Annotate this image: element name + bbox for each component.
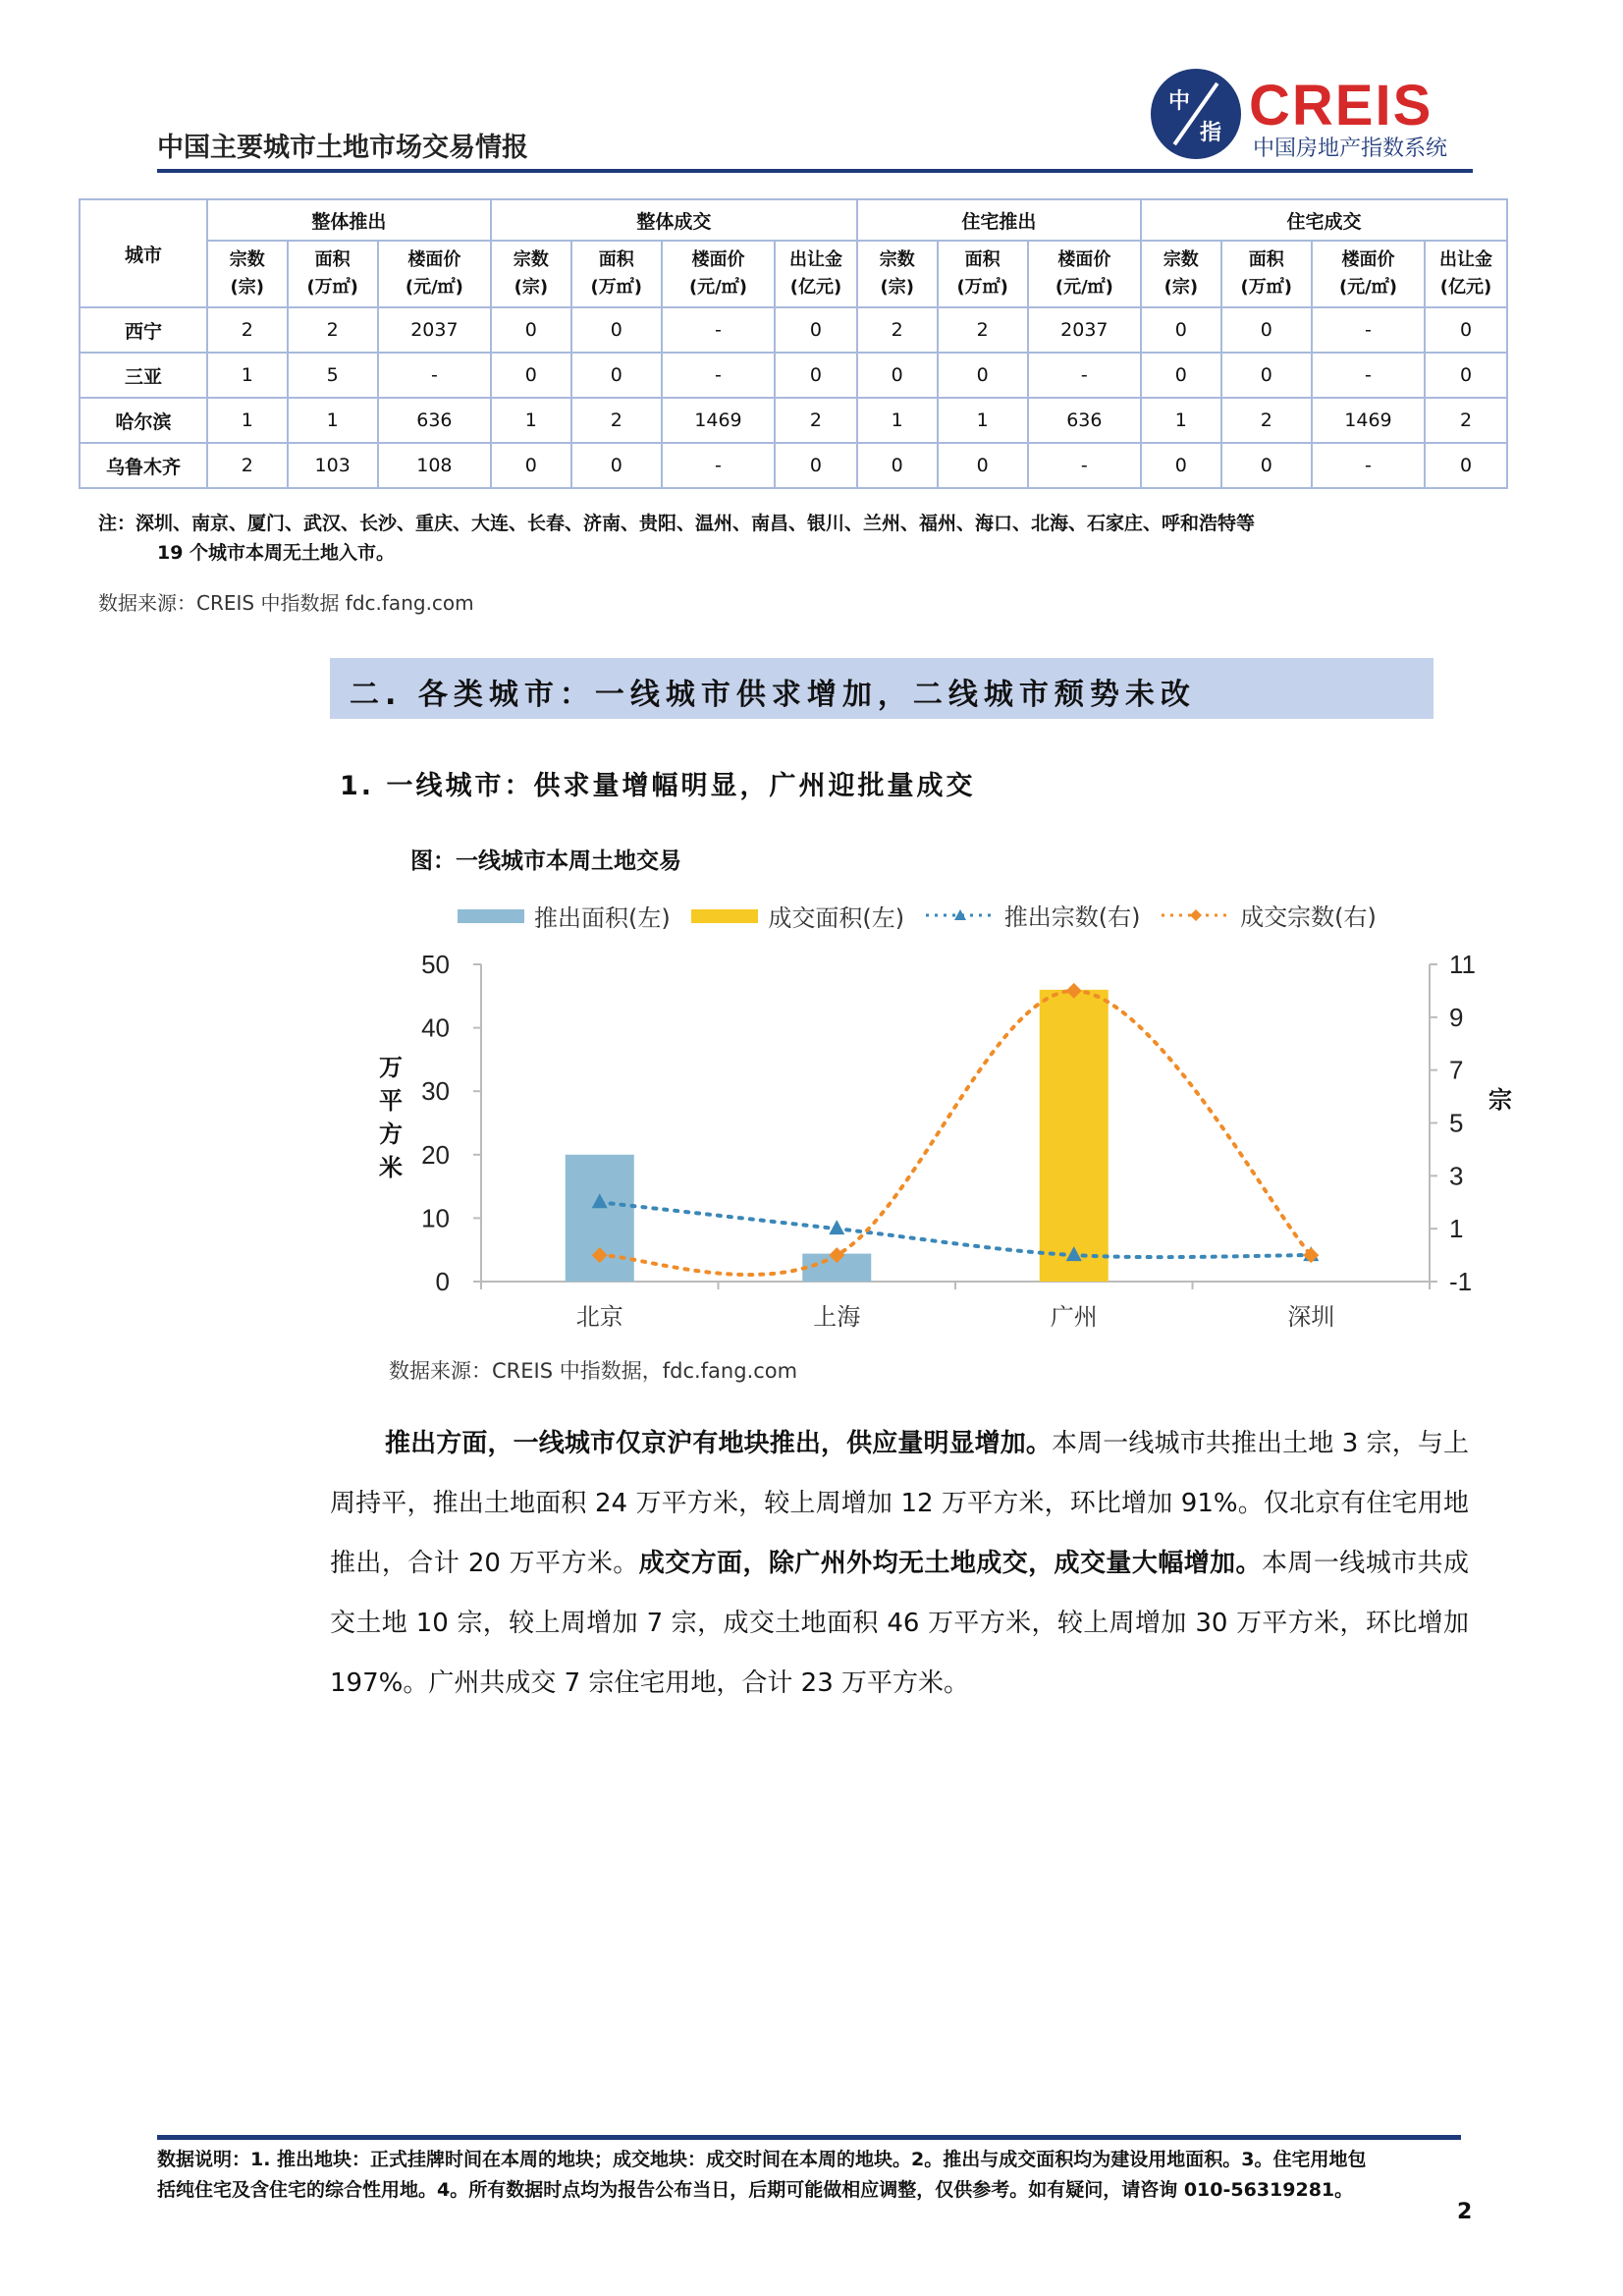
table-cell: - [662, 353, 775, 398]
group-header: 整体成交 [491, 199, 857, 241]
x-tick-label: 北京 [575, 1303, 623, 1331]
body-text-2: 本周一线城市共成交土地 10 宗，较上周增加 7 宗，成交土地面积 46 万平方米，较上周增加 30 万平方米，环比增加 197%。广州共成交 7 宗住宅用地，合计 23 万平方米。 [330, 1549, 1469, 1698]
y-tick-label: 10 [421, 1203, 450, 1233]
table-cell: 1469 [662, 398, 775, 443]
table-cell: 1 [857, 398, 938, 443]
subheader-count: 宗数 (宗) [491, 241, 571, 307]
table-cell: 0 [857, 353, 938, 398]
table-cell: 2 [938, 307, 1028, 353]
y2-tick-label: 5 [1449, 1108, 1464, 1138]
table-cell: 108 [378, 443, 491, 488]
table-cell: 0 [571, 353, 662, 398]
y2-tick-label: -1 [1449, 1267, 1473, 1296]
table-source: 数据来源：CREIS 中指数据 fdc.fang.com [98, 591, 474, 615]
bar [1040, 990, 1109, 1282]
y-axis-label: 万平方米 [379, 1054, 403, 1181]
legend-label: 推出面积(左) [534, 904, 671, 932]
subheader-area: 面积 (万㎡) [938, 241, 1028, 307]
page-number: 2 [1457, 2200, 1473, 2224]
table-cell: 2 [1425, 398, 1507, 443]
group-header: 整体推出 [207, 199, 491, 241]
x-tick-label: 上海 [813, 1303, 861, 1331]
subheader-price: 楼面价 (元/㎡) [1028, 241, 1141, 307]
table-cell: - [1312, 353, 1425, 398]
table-cell: - [1312, 307, 1425, 353]
table-cell: 0 [775, 443, 857, 488]
table-cell: 0 [571, 443, 662, 488]
subheader-area: 面积 (万㎡) [1221, 241, 1312, 307]
group-header: 住宅成交 [1141, 199, 1507, 241]
table-cell: 2 [1221, 398, 1312, 443]
table-cell: 2 [775, 398, 857, 443]
city-name-cell: 乌鲁木齐 [80, 443, 207, 488]
legend-label: 成交面积(左) [768, 904, 905, 932]
subheader-fee: 出让金 (亿元) [1425, 241, 1507, 307]
series-line [600, 1202, 1312, 1257]
table-cell: 0 [775, 307, 857, 353]
table-cell: 0 [938, 353, 1028, 398]
table-cell: 1 [288, 398, 378, 443]
table-cell: 2 [207, 307, 288, 353]
footer-line-1: 数据说明：1. 推出地块：正式挂牌时间在本周的地块；成交地块：成交时间在本周的地块。2。推出与成交面积均为建设用地面积。3。住宅用地包 [157, 2149, 1367, 2170]
footer-divider [157, 2135, 1461, 2140]
data-notes [157, 2145, 1473, 2206]
table-cell: 1 [1141, 398, 1221, 443]
table-cell: 636 [378, 398, 491, 443]
table-cell: 0 [1141, 353, 1221, 398]
chart-source: 数据来源：CREIS 中指数据，fdc.fang.com [389, 1359, 798, 1383]
table-cell: 2037 [1028, 307, 1141, 353]
footer-line-2: 括纯住宅及含住宅的综合性用地。4。所有数据时点均为报告公布当日，后期可能做相应调整，仅供参考。如有疑问，请咨询 010-56319281。 [157, 2179, 1354, 2201]
table-cell: - [1028, 353, 1141, 398]
series-line [600, 991, 1312, 1275]
table-cell: - [662, 443, 775, 488]
y-tick-label: 40 [421, 1012, 450, 1043]
group-header: 住宅推出 [857, 199, 1141, 241]
y2-tick-label: 9 [1449, 1002, 1464, 1032]
table-cell: 0 [857, 443, 938, 488]
table-cell: 0 [1221, 443, 1312, 488]
table-cell: 0 [571, 307, 662, 353]
table-cell: 103 [288, 443, 378, 488]
logo-mark-1: 中 [1168, 89, 1191, 114]
table-cell: 1 [207, 353, 288, 398]
y2-axis-label: 宗 [1488, 1086, 1512, 1114]
table-cell: 5 [288, 353, 378, 398]
table-cell: 2 [288, 307, 378, 353]
logo-subtitle: 中国房地产指数系统 [1253, 137, 1448, 161]
logo-mark-2: 指 [1200, 121, 1222, 145]
y-tick-label: 0 [435, 1267, 450, 1296]
city-name-cell: 三亚 [80, 353, 207, 398]
table-cell: 0 [491, 307, 571, 353]
report-title: 中国主要城市土地市场交易情报 [157, 133, 528, 163]
table-cell: 2 [207, 443, 288, 488]
table-cell: - [1312, 443, 1425, 488]
x-tick-label: 广州 [1050, 1303, 1098, 1331]
table-cell: 0 [491, 443, 571, 488]
subheader-price: 楼面价 (元/㎡) [1312, 241, 1425, 307]
triangle-marker [829, 1220, 844, 1234]
y-tick-label: 20 [421, 1139, 450, 1170]
table-cell: 636 [1028, 398, 1141, 443]
table-cell: 0 [938, 443, 1028, 488]
y2-tick-label: 3 [1449, 1161, 1464, 1191]
city-name-cell: 哈尔滨 [80, 398, 207, 443]
section-title: 二. 各类城市：一线城市供求增加，二线城市颓势未改 [350, 678, 1196, 712]
subheader-price: 楼面价 (元/㎡) [378, 241, 491, 307]
body-bold-2: 成交方面，除广州外均无土地成交，成交量大幅增加。 [638, 1549, 1262, 1578]
note-line-2: 19 个城市本周无土地入市。 [157, 542, 396, 564]
table-cell: 0 [1221, 307, 1312, 353]
x-tick-label: 深圳 [1287, 1303, 1335, 1331]
body-bold-1: 推出方面，一线城市仅京沪有地块推出，供应量明显增加。 [385, 1429, 1053, 1458]
city-column-header: 城市 [80, 199, 207, 307]
table-cell: 0 [1425, 353, 1507, 398]
y2-tick-label: 7 [1449, 1055, 1464, 1085]
subheader-area: 面积 (万㎡) [571, 241, 662, 307]
table-cell: - [662, 307, 775, 353]
legend-label: 成交宗数(右) [1240, 903, 1377, 931]
table-cell: 0 [1425, 307, 1507, 353]
chart-caption: 图：一线城市本周土地交易 [410, 848, 681, 874]
y2-tick-label: 11 [1449, 950, 1476, 979]
body-paragraph [330, 1414, 1469, 1714]
table-cell: 0 [491, 353, 571, 398]
y2-tick-label: 1 [1449, 1214, 1464, 1244]
table-cell: 0 [775, 353, 857, 398]
table-cell: - [378, 353, 491, 398]
y-tick-label: 30 [421, 1076, 450, 1107]
table-cell: 2 [571, 398, 662, 443]
table-cell: 2037 [378, 307, 491, 353]
subsection-title: 1. 一线城市：供求量增幅明显，广州迎批量成交 [340, 771, 976, 801]
table-cell: 1 [491, 398, 571, 443]
table-cell: 0 [1141, 307, 1221, 353]
table-cell: - [1028, 443, 1141, 488]
subheader-fee: 出让金 (亿元) [775, 241, 857, 307]
logo-text: CREIS [1249, 74, 1434, 137]
table-cell: 0 [1425, 443, 1507, 488]
legend-label: 推出宗数(右) [1003, 903, 1141, 931]
body-text-1: 本周一线城市共推出土地 3 宗，与上周持平，推出土地面积 24 万平方米，较上周增加 12 万平方米，环比增加 91%。仅北京有住宅用地推出，合计 20 万平方米。 [330, 1429, 1469, 1578]
subheader-price: 楼面价 (元/㎡) [662, 241, 775, 307]
subheader-count: 宗数 (宗) [207, 241, 288, 307]
subheader-count: 宗数 (宗) [857, 241, 938, 307]
y-tick-label: 50 [421, 950, 450, 979]
table-cell: 1 [207, 398, 288, 443]
subheader-area: 面积 (万㎡) [288, 241, 378, 307]
subheader-count: 宗数 (宗) [1141, 241, 1221, 307]
note-line-1: 注：深圳、南京、厦门、武汉、长沙、重庆、大连、长春、济南、贵阳、温州、南昌、银川、兰州、福州、海口、北海、石家庄、呼和浩特等 [98, 513, 1256, 534]
table-cell: 1 [938, 398, 1028, 443]
table-cell: 0 [1141, 443, 1221, 488]
city-name-cell: 西宁 [80, 307, 207, 353]
table-cell: 1469 [1312, 398, 1425, 443]
table-cell: 2 [857, 307, 938, 353]
table-cell: 0 [1221, 353, 1312, 398]
